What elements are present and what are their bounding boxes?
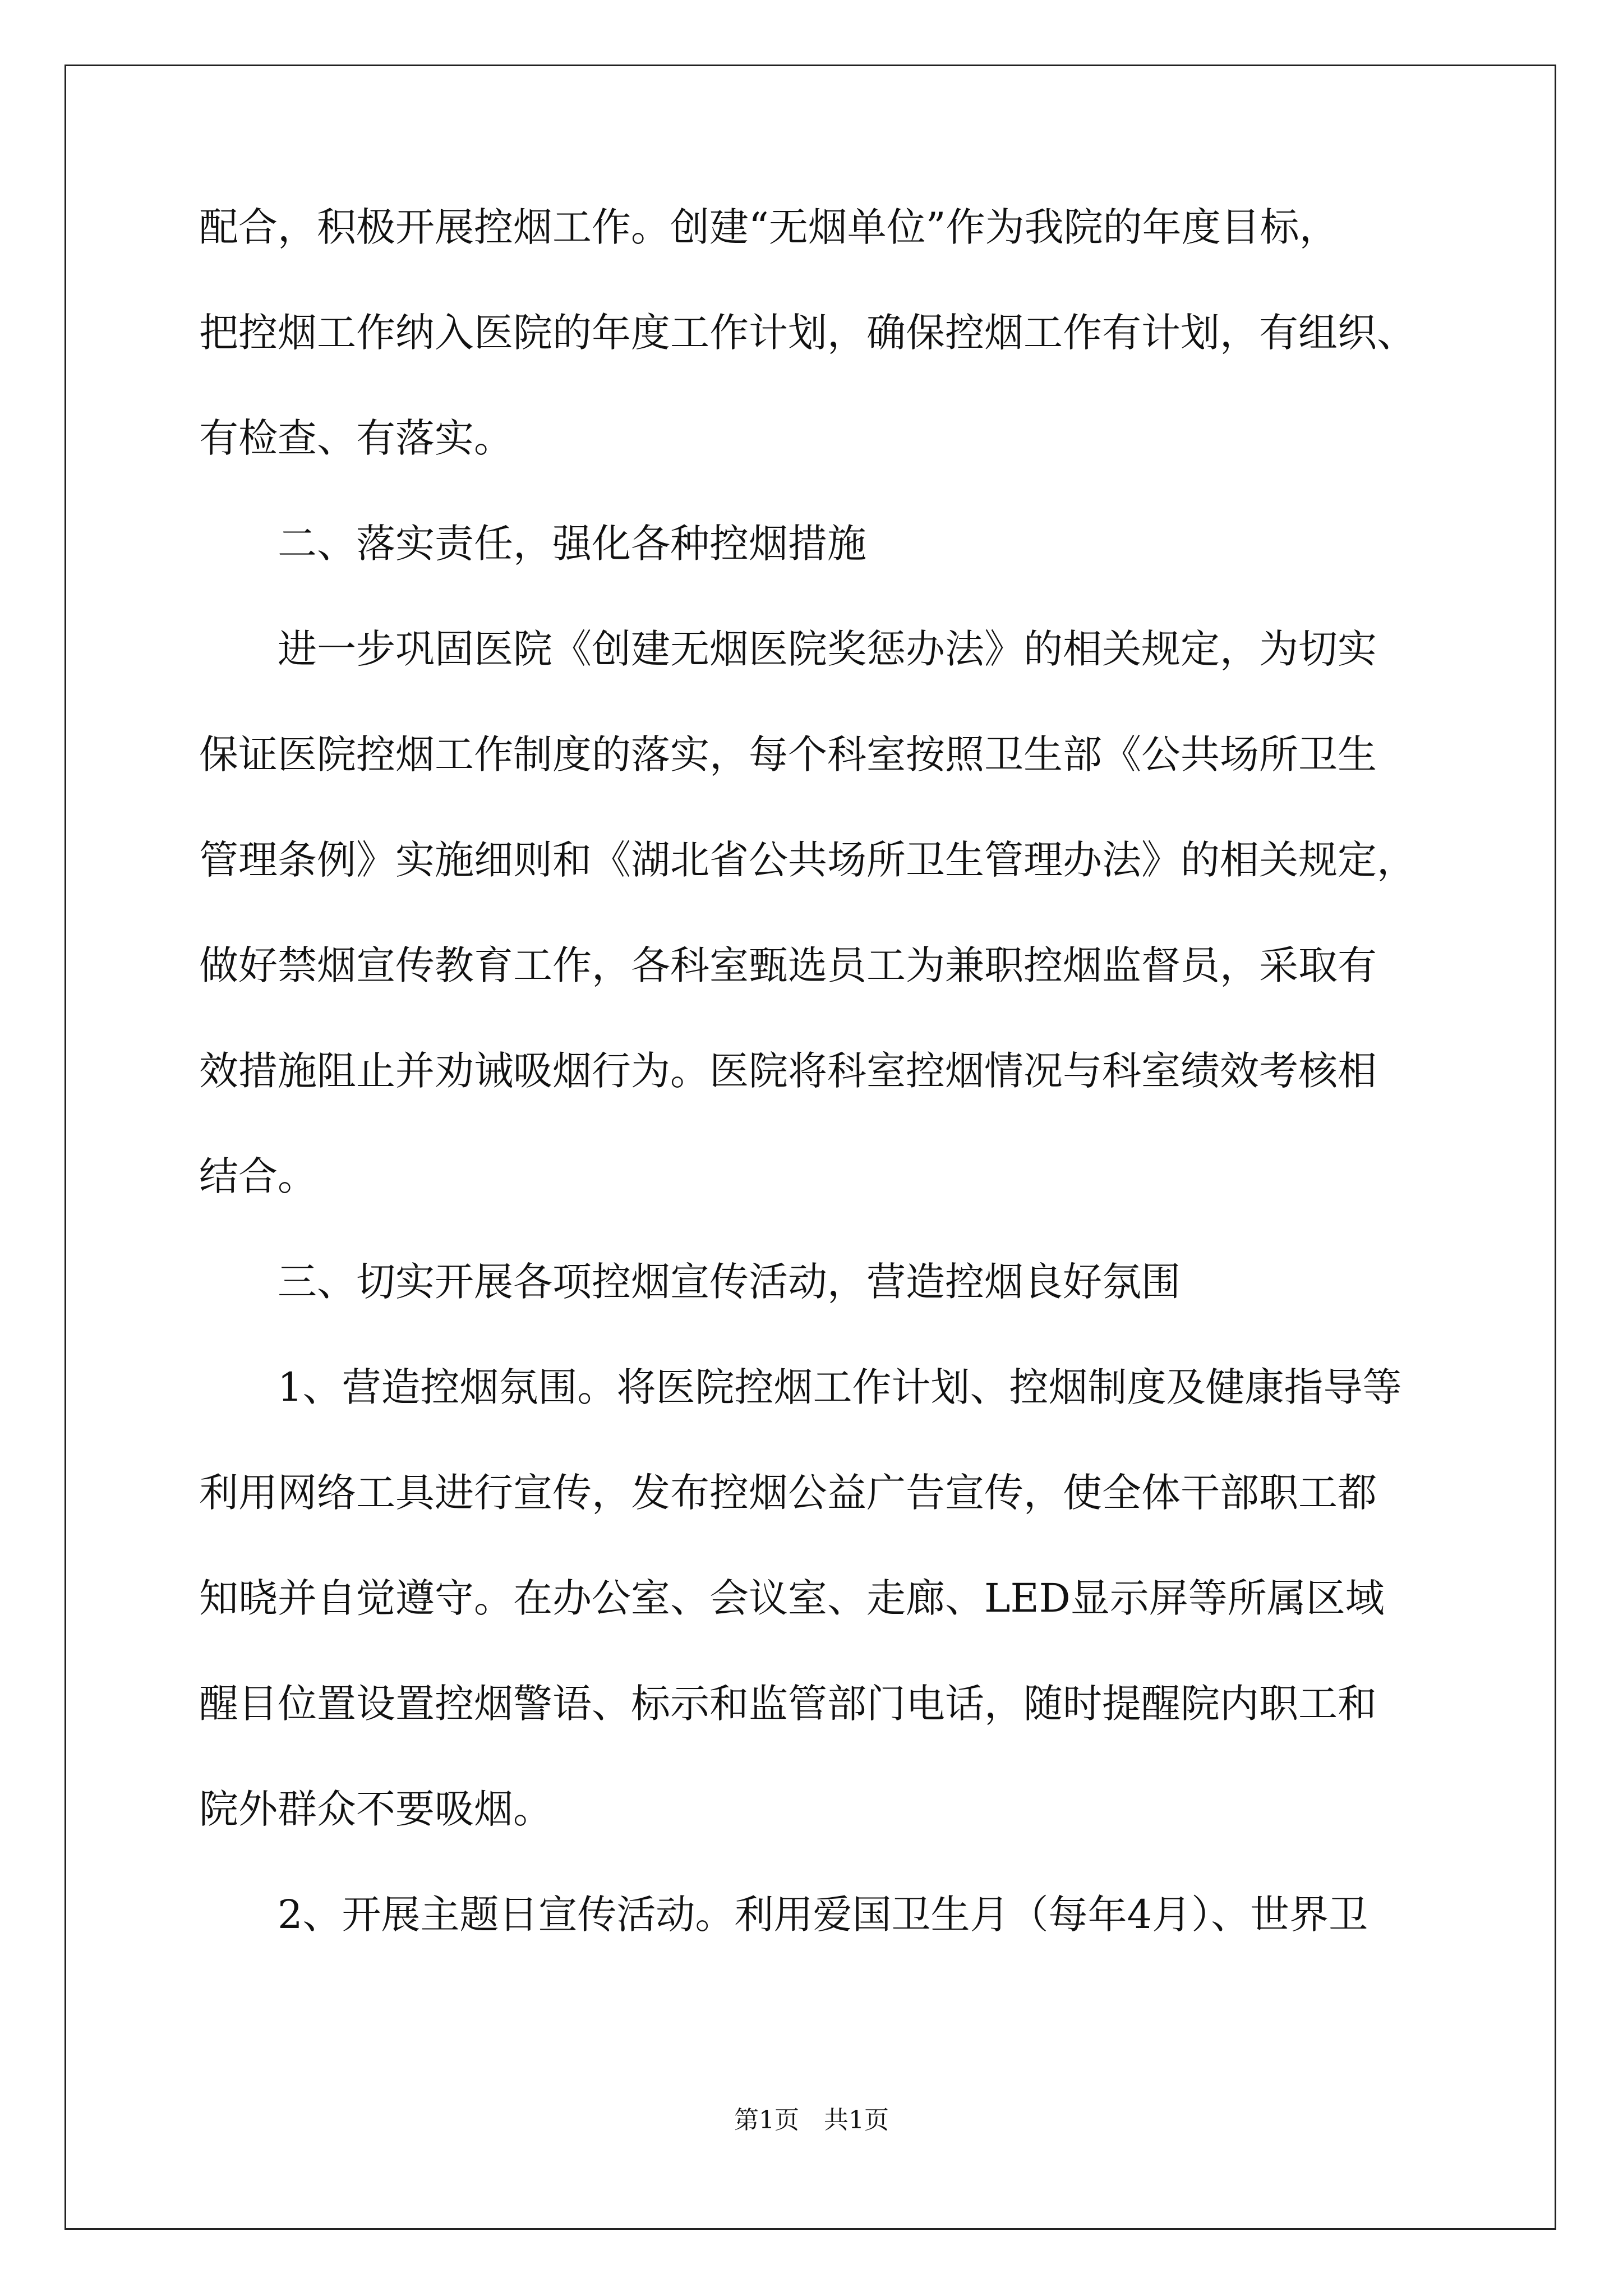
text-line: 把控烟工作纳入医院的年度工作计划，确保控烟工作有计划，有组织、: [199, 310, 1416, 356]
text-line: 做好禁烟宣传教育工作，各科室甄选员工为兼职控烟监督员，采取有: [199, 942, 1377, 988]
text-line: 醒目位置设置控烟警语、标示和监管部门电话，随时提醒院内职工和: [199, 1681, 1377, 1727]
text-line: 配合，积极开展控烟工作。创建“无烟单位”作为我院的年度目标，: [199, 204, 1339, 250]
text-line: 2、开展主题日宣传活动。利用爱国卫生月（每年4月）、世界卫: [199, 1892, 1368, 1938]
section-heading: 二、落实责任，强化各种控烟措施: [199, 521, 866, 567]
page-number-footer: 第1页 共1页: [734, 2106, 889, 2134]
text-line: 保证医院控烟工作制度的落实，每个科室按照卫生部《公共场所卫生: [199, 731, 1377, 777]
text-line: 知晓并自觉遵守。在办公室、会议室、走廊、LED显示屏等所属区域: [199, 1575, 1385, 1621]
text-line: 结合。: [199, 1153, 317, 1199]
text-line: 1、营造控烟氛围。将医院控烟工作计划、控烟制度及健康指导等: [199, 1364, 1402, 1410]
text-line: 效措施阻止并劝诫吸烟行为。医院将科室控烟情况与科室绩效考核相: [199, 1048, 1377, 1094]
section-heading: 三、切实开展各项控烟宣传活动，营造控烟良好氛围: [199, 1259, 1181, 1305]
text-line: 利用网络工具进行宣传，发布控烟公益广告宣传，使全体干部职工都: [199, 1470, 1377, 1516]
text-line: 有检查、有落实。: [199, 415, 513, 461]
text-line: 进一步巩固医院《创建无烟医院奖惩办法》的相关规定，为切实: [199, 626, 1377, 672]
text-line: 管理条例》实施细则和《湖北省公共场所卫生管理办法》的相关规定，: [199, 837, 1416, 883]
text-line: 院外群众不要吸烟。: [199, 1786, 552, 1832]
